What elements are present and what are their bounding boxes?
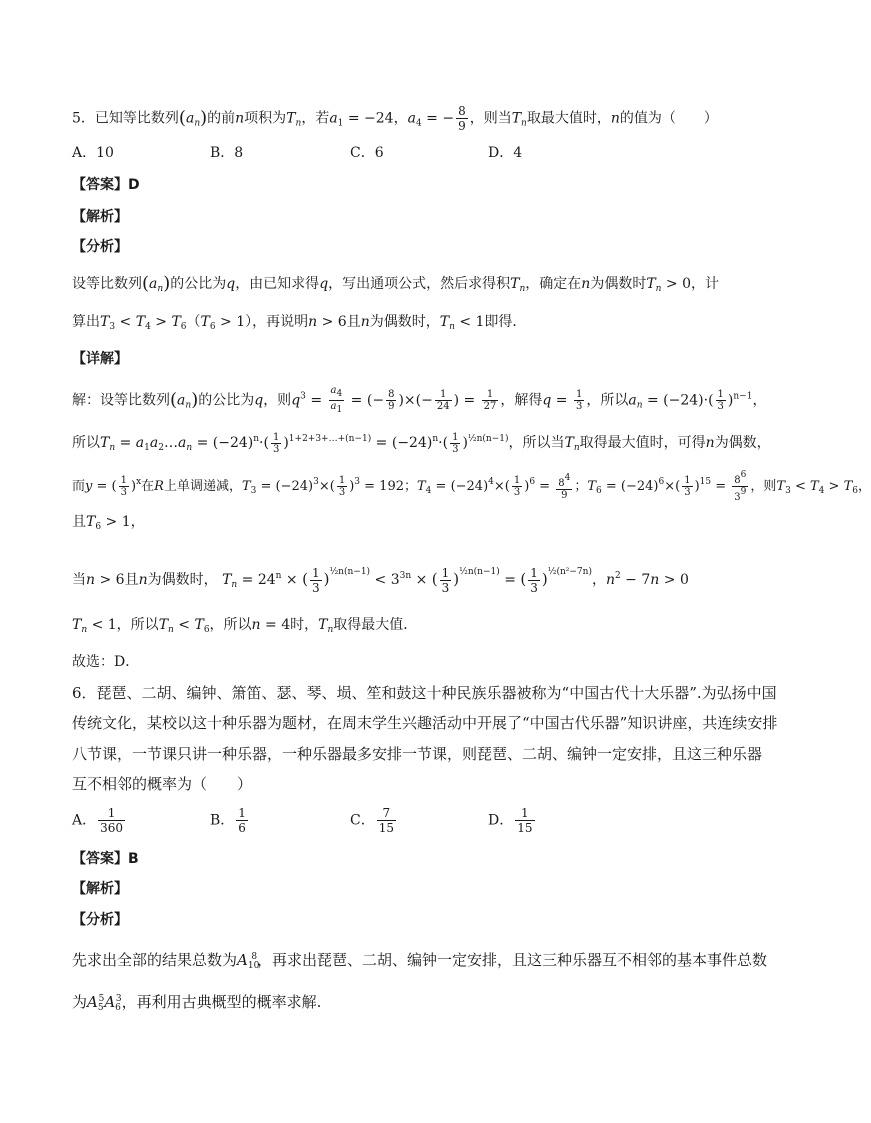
q6-option-b[interactable]	[210, 806, 250, 835]
q5-a4-value: = −	[426, 110, 455, 127]
option-key: B．	[210, 812, 235, 829]
option-text: 6	[374, 145, 384, 161]
text: ，由已知求得	[235, 276, 320, 292]
text: 且	[72, 514, 86, 530]
q6-option-a[interactable]	[72, 806, 127, 835]
text: ；	[574, 479, 588, 494]
q5-stem-text: 项积为	[244, 110, 287, 127]
text: 解：设等比数列	[72, 392, 170, 409]
text: 为偶数，	[714, 435, 771, 451]
option-num: 1	[98, 806, 125, 821]
q5-stem: 5．已知等比数列$(a_n)$的前n项积为$T_n$，若$a_1 = -24$，$a_4$ = − $\frac{8}{9}$ ，则当$T_n$取最大值时，n的值为（ ）	[72, 104, 718, 133]
text: = 192；	[364, 479, 417, 494]
q5-analysis-label: 【解析】	[72, 209, 128, 225]
text: ，则	[750, 479, 777, 494]
text: < 1，所以	[91, 617, 159, 633]
text: > 0	[663, 572, 689, 588]
option-den: 15	[517, 821, 533, 835]
q5-stem-text: ，则当	[469, 110, 512, 127]
q6-fenxi-line2: 为$A_5^5A_6^3$，再利用古典概型的概率求解.	[72, 993, 322, 1013]
q5-number: 5．	[72, 110, 95, 127]
text: ，则	[263, 392, 292, 409]
q5-option-a[interactable]	[72, 142, 114, 162]
q5-fenxi-line1: 设等比数列$(a_n)$的公比为q，由已知求得q，写出通项公式，然后求得积$T_n$，确定在n为偶数时$T_n > 0$，计	[72, 273, 720, 294]
option-num: 1	[515, 806, 534, 821]
text: 为偶数时	[590, 276, 647, 292]
text: 当	[72, 572, 86, 588]
q5-a1-value: = −24	[347, 110, 394, 127]
q5-detail-line6: $T_n < 1$，所以$T_n < T_6$，所以n = 4时，$T_n$取得最大值．	[72, 617, 418, 635]
q5-stem-text: 取最大值时，	[526, 110, 611, 127]
q5-detail-line2: 所以$T_n$ = $a_1a_2\dots a_n = (-24)^n\cdot$( $\frac{1}{3}$ )$^{1+2+3+\dots+(n-1)} = (-24)^n\cdot$( $\frac{1}{3}$ )$^{\frac{1}{2}n(n-1)}$，所以当$T_n$取得最大值时，可得n为偶数，	[72, 431, 771, 455]
text: = 4时，	[265, 617, 319, 633]
text: ，再利用古典概型的概率求解.	[121, 993, 322, 1011]
text: 的公比为	[170, 276, 227, 292]
q5-stem-text: 的前	[207, 110, 236, 127]
text: ，确定在	[525, 276, 582, 292]
text: ，所以	[209, 617, 252, 633]
text: > 1，	[105, 514, 145, 530]
option-key: C．	[350, 145, 375, 161]
option-den: 15	[378, 821, 394, 835]
text: > 0，计	[665, 276, 720, 292]
q5-stem-text: 已知等比数列	[94, 110, 179, 127]
text: < 1即得．	[459, 314, 527, 330]
q6-analysis-label: 【解析】	[72, 881, 128, 897]
option-key: D．	[488, 145, 514, 161]
q6-stem-line3: 八节课，一节课只讲一种乐器，一种乐器最多安排一节课，则琵琶、二胡、编钟一定安排，且这三种乐器	[72, 745, 763, 763]
q6-answer: 【答案】B	[72, 851, 139, 867]
text: 而	[72, 479, 86, 494]
text: 算出	[72, 314, 100, 330]
q5-detail-line5: 当n > 6且n为偶数时， $T_n = 24^n$ × ( $\frac{1}{3}$ )½n(n−1) < $3^{3n}$ × ( $\frac{1}{3}$ )½n(n−1) = ( $\frac{1}{3}$ )½(n²−7n)，$n^2 - 7n > 0$	[72, 565, 689, 595]
option-text: 4	[513, 145, 523, 161]
text: ，	[591, 572, 606, 588]
q5-conclusion: 故选：D．	[72, 654, 140, 670]
q5-stem-text: ，	[393, 110, 408, 127]
text: > 1），再说明	[220, 314, 309, 330]
q5-option-b[interactable]	[210, 142, 243, 162]
q5-option-c[interactable]	[350, 142, 384, 162]
q5-detail-line1: 解：设等比数列$(a_n)$的公比为q，则$q^3$ = $\frac{a4}{a1}$ = (− $\frac{8}{9}$ )×(− $\frac{1}{24}$ ) = $\frac{1}{27}$ ，解得q = $\frac{1}{3}$ ，所以$a_n = (-24)\cdot$( $\frac{1}{3}$ )$^{n-1}$，	[72, 385, 767, 415]
q6-stem-line4: 互不相邻的概率为（ ）	[72, 775, 253, 793]
text: ，写出通项公式，然后求得积	[328, 276, 511, 292]
q6-option-d[interactable]	[488, 806, 537, 835]
text: （	[186, 314, 201, 330]
text: ，	[857, 479, 871, 494]
option-key: A．	[72, 812, 97, 829]
option-den: 360	[100, 821, 124, 835]
option-num: 1	[238, 806, 246, 820]
text: 的公比为	[198, 392, 255, 409]
option-key: A．	[72, 145, 97, 161]
q5-answer: 【答案】D	[72, 177, 140, 193]
text: 上单调递减，	[163, 479, 242, 494]
text: 取得最大值．	[333, 617, 418, 633]
q5-detail-line4: 且$T_6 > 1$，	[72, 514, 145, 532]
option-text: 8	[234, 145, 244, 161]
text: 为	[72, 993, 88, 1011]
text: 为偶数时，	[147, 572, 218, 588]
option-key: D．	[488, 812, 514, 829]
text: 取得最大值时，可得	[579, 435, 706, 451]
q5-stem-text: ，若	[301, 110, 330, 127]
option-num: 7	[377, 806, 396, 821]
q5-stem-text: 的值为（ ）	[619, 110, 718, 127]
q6-stem-line1: 6．琵琶、二胡、编钟、箫笛、瑟、琴、埙、笙和鼓这十种民族乐器被称为“中国古代十大乐器”.为弘扬中国	[72, 684, 777, 702]
option-den: 6	[238, 821, 246, 835]
option-text: 10	[96, 145, 114, 161]
q6-stem-line2: 传统文化，某校以这十种乐器为题材，在周末学生兴趣活动中开展了“中国古代乐器”知识讲座，共连续安排	[72, 714, 778, 732]
text: ，再求出琵琶、二胡、编钟一定安排，且这三种乐器互不相邻的基本事件总数	[257, 951, 768, 969]
q5-frac-den: 9	[458, 119, 466, 133]
text: 先求出全部的结果总数为	[72, 951, 238, 969]
text: 为偶数时，	[369, 314, 440, 330]
option-key: B．	[210, 145, 235, 161]
text: > 6且	[99, 572, 139, 588]
text: 在	[141, 479, 155, 494]
text: > 6且	[321, 314, 361, 330]
text: ，所以当	[508, 435, 565, 451]
q5-detail-label: 【详解】	[72, 351, 128, 367]
q5-fenxi-label: 【分析】	[72, 239, 128, 255]
q5-option-d[interactable]	[488, 142, 522, 162]
q6-option-c[interactable]	[350, 806, 398, 835]
option-key: C．	[350, 812, 375, 829]
q6-fenxi-line1: 先求出全部的结果总数为$A_{10}^8$，再求出琵琶、二胡、编钟一定安排，且这三种乐器互不相邻的基本事件总数	[72, 951, 768, 971]
text: ，解得	[500, 392, 543, 409]
q6-fenxi-label: 【分析】	[72, 912, 128, 928]
text: 所以	[72, 435, 100, 451]
q5-fenxi-line2: 算出$T_3 < T_4 > T_6(T_6 > 1)$，再说明n > 6且n为偶数时，$T_n < 1$即得．	[72, 314, 527, 332]
q5-detail-line3: 而y = ( $\frac{1}{3}$ )$^x$在R上单调递减，$T_3 = (-24)^3\times$( $\frac{1}{3}$ )$^3$ = 192；$T_4 = (-24)^4\times$( $\frac{1}{3}$ )$^6$ = $\frac{84}{9}$ ；$T_6 = (-24)^6\times$( $\frac{1}{3}$ )$^{15}$ = $\frac{86}{39}$ ，则$T_3 < T_4 > T_6$，	[72, 470, 871, 503]
text: 设等比数列	[72, 276, 142, 292]
q5-frac-num: 8	[458, 104, 466, 118]
text: ，所以	[586, 392, 629, 409]
